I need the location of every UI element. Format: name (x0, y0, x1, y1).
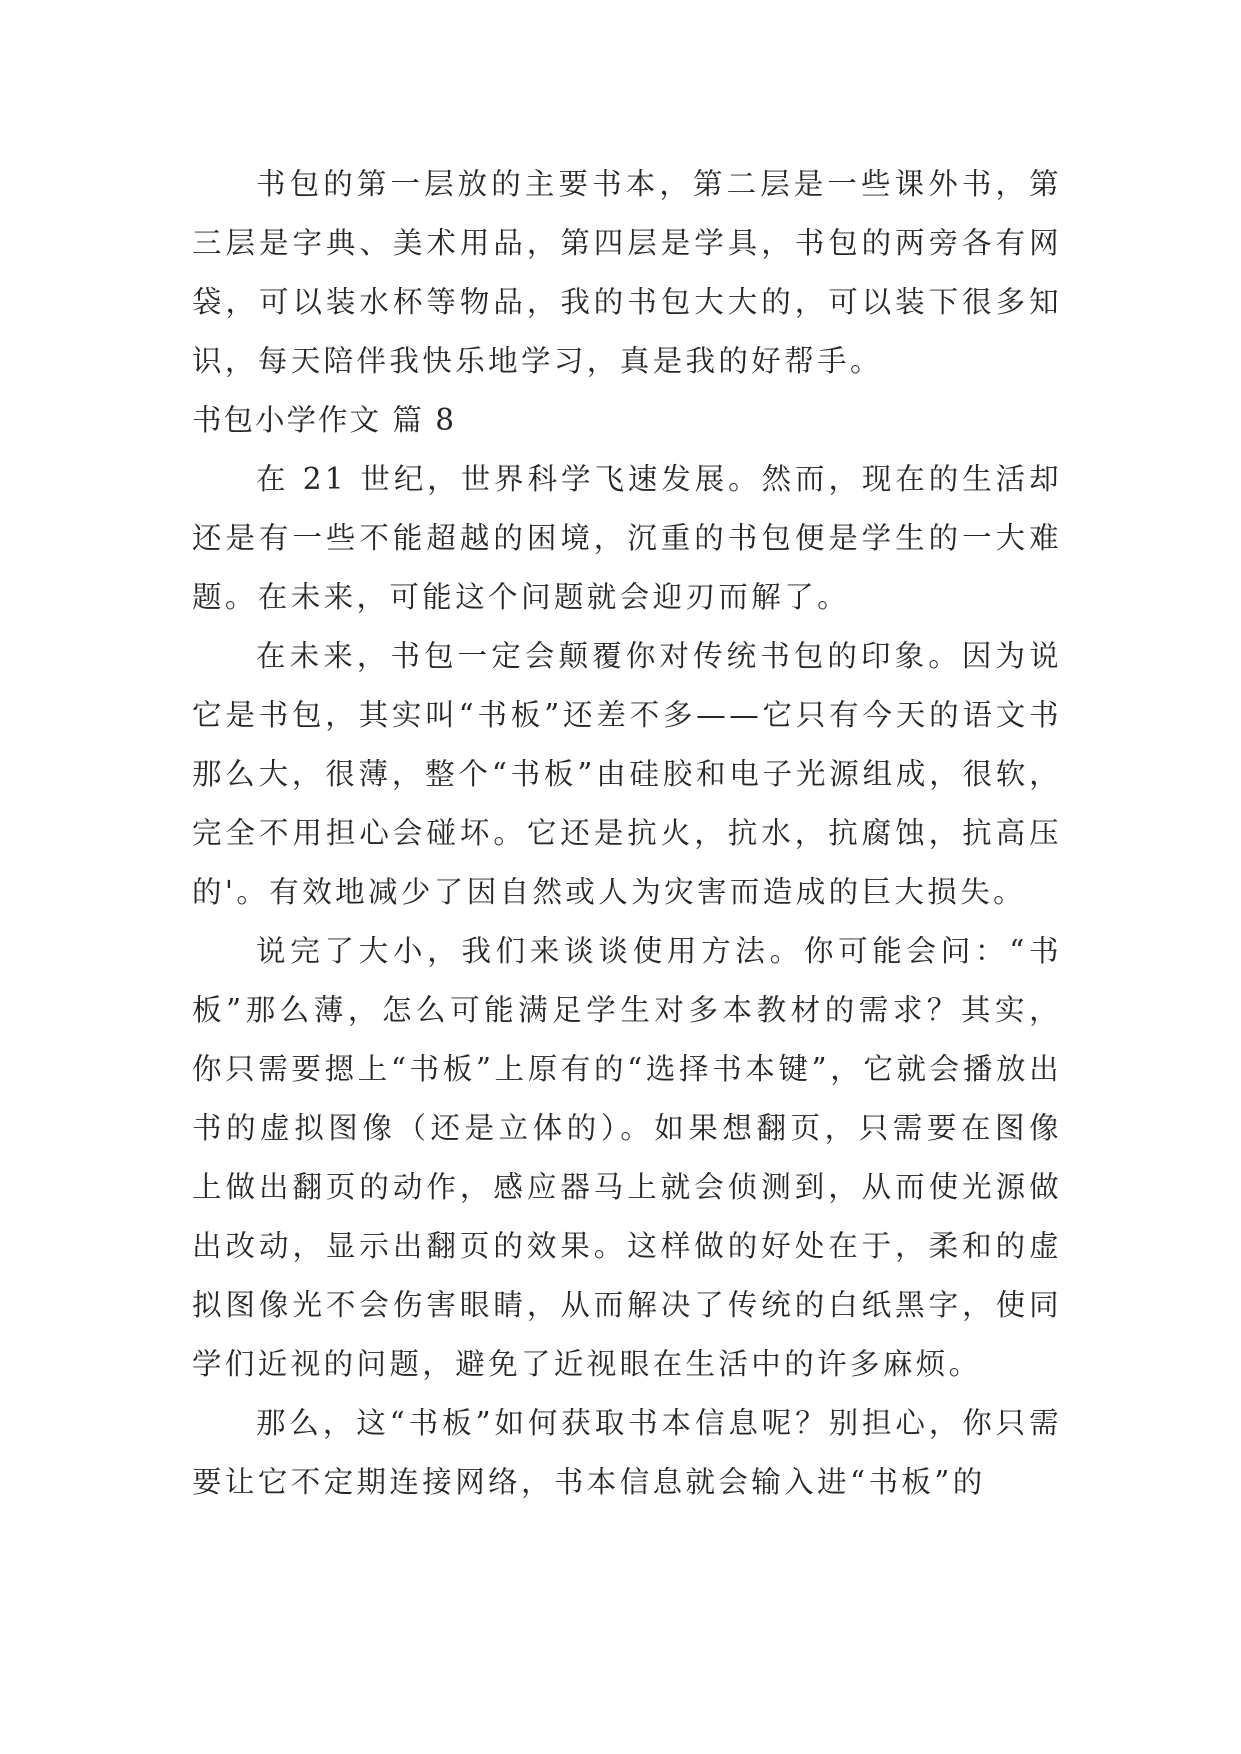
paragraph-2: 在未来，书包一定会颠覆你对传统书包的印象。因为说它是书包，其实叫“书板”还差不多——它只有今天的语文书那么大，很薄，整个“书板”由硅胶和电子光源组成，很软，完全不用担心会碰坏。它还是抗火，抗水，抗腐蚀，抗高压的'。有效地减少了因自然或人为灾害而造成的巨大损失。 (192, 639, 1062, 909)
document-body (192, 155, 1062, 1512)
paragraph-3: 说完了大小，我们来谈谈使用方法。你可能会问：“书板”那么薄，怎么可能满足学生对多本教材的需求？其实，你只需要摁上“书板”上原有的“选择书本键”，它就会播放出书的虚拟图像（还是立体的）。如果想翻页，只需要在图像上做出翻页的动作，感应器马上就会侦测到，从而使光源做出改动，显示出翻页的效果。这样做的好处在于，柔和的虚拟图像光不会伤害眼睛，从而解决了传统的白纸黑字，使同学们近视的问题，避免了近视眼在生活中的许多麻烦。 (192, 934, 1062, 1381)
paragraph-4: 那么，这“书板”如何获取书本信息呢？别担心，你只需要让它不定期连接网络，书本信息就会输入进“书板”的 (192, 1406, 1062, 1499)
paragraph-1: 在 21 世纪，世界科学飞速发展。然而，现在的生活却还是有一些不能超越的困境，沉重的书包便是学生的一大难题。在未来，可能这个问题就会迎刃而解了。 (192, 462, 1062, 614)
paragraph-intro: 书包的第一层放的主要书本，第二层是一些课外书，第三层是字典、美术用品，第四层是学具，书包的两旁各有网袋，可以装水杯等物品，我的书包大大的，可以装下很多知识，每天陪伴我快乐地学习，真是我的好帮手。 (192, 167, 1062, 378)
section-heading: 书包小学作文 篇 8 (192, 403, 457, 437)
